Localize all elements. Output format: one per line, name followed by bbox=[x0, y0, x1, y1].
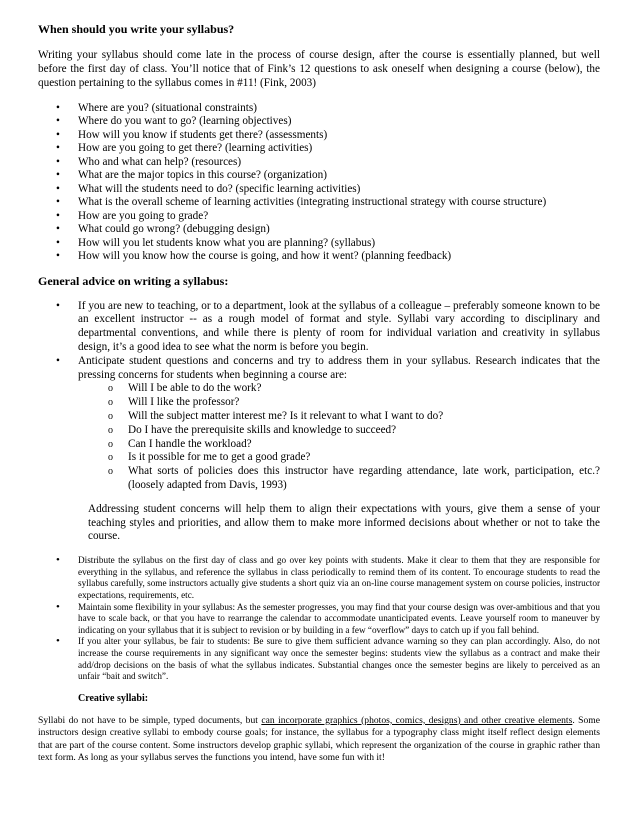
list-item: • Where do you want to go? (learning objectives) bbox=[56, 115, 600, 129]
section-heading-general-advice: General advice on writing a syllabus: bbox=[38, 273, 229, 288]
list-item: • How will you let students know what you are planning? (syllabus) bbox=[56, 237, 600, 251]
list-item: • What are the major topics in this course? (organization) bbox=[56, 169, 600, 183]
intro-paragraph: Writing your syllabus should come late in the process of course design, after the course is essentially planned, but well before the first day of class. You’ll notice that of Fink’s 12 questions to ask oneself when designing a course (below), the question pertaining to the syllabus comes in #11! (Fink, 2003) bbox=[38, 49, 600, 90]
list-item: o Will I like the professor? bbox=[108, 396, 600, 410]
syllabus-tips-list bbox=[38, 555, 600, 683]
creative-text-after: . Some instructors design creative syllabi to embody course goals; for instance, the syllabus for a typography class might itself reflect design elements that are part of the course content. Some instructors develop graphic syllabi, which represent the organization of the course in graphic rather than text form. As long as your syllabus serves the functions you intend, have some fun with it! bbox=[38, 714, 600, 763]
list-item: • Maintain some flexibility in your syllabus: As the semester progresses, you may find that your course design was over-ambitious and that you have to scale back, or that you have to rearrange the calendar to accommodate unanticipated events. Leave yourself room to maneuver by indicating on your syllabus that it is subject to revision or by building in a few “overflow” days to catch up if you fall behind. bbox=[56, 602, 600, 637]
list-item: • How will you know if students get there? (assessments) bbox=[56, 129, 600, 143]
advice-list bbox=[38, 300, 600, 493]
list-item: • How are you going to get there? (learning activities) bbox=[56, 142, 600, 156]
creative-paragraph bbox=[38, 715, 600, 765]
list-item: o Do I have the prerequisite skills and knowledge to succeed? bbox=[108, 424, 600, 438]
list-item: • What could go wrong? (debugging design) bbox=[56, 223, 600, 237]
list-item: • How are you going to grade? bbox=[56, 210, 600, 224]
list-item: • How will you know how the course is going, and how it went? (planning feedback) bbox=[56, 250, 600, 264]
section-heading-when: When should you write your syllabus? bbox=[38, 22, 235, 36]
advice-anticipate-text: Anticipate student questions and concerns and try to address them in your syllabus. Research indicates that the pressing concerns for students when beginning a course are: bbox=[78, 354, 600, 381]
section-heading-creative: Creative syllabi: bbox=[78, 692, 149, 704]
creative-elements-link[interactable]: can incorporate graphics (photos, comics, designs) and other creative elements bbox=[261, 714, 573, 726]
advice-item-colleague: • If you are new to teaching, or to a department, look at the syllabus of a colleague – preferably someone known to be an excellent instructor -- as a rough model of format and style. Syllabi vary according to disciplinary and departmental conventions, and while there is plenty of room for individual variation and creativity in syllabus design, it’s a good idea to see what the norm is before you begin. bbox=[56, 300, 600, 355]
list-item: • What is the overall scheme of learning activities (integrating instructional strategy with course structure) bbox=[56, 196, 600, 210]
list-item: • Who and what can help? (resources) bbox=[56, 156, 600, 170]
list-item: • Where are you? (situational constraints) bbox=[56, 102, 600, 116]
list-item: o Is it possible for me to get a good grade? bbox=[108, 451, 600, 465]
fink-questions-list bbox=[38, 102, 600, 264]
list-item: o Can I handle the workload? bbox=[108, 438, 600, 452]
list-item: o What sorts of policies does this instructor have regarding attendance, late work, participation, etc.? (loosely adapted from Davis, 1993) bbox=[108, 465, 600, 493]
student-concerns-list bbox=[78, 382, 600, 492]
list-item: o Will the subject matter interest me? Is it relevant to what I want to do? bbox=[108, 410, 600, 424]
list-item: • What will the students need to do? (specific learning activities) bbox=[56, 183, 600, 197]
creative-text-before: Syllabi do not have to be simple, typed documents, but bbox=[38, 714, 262, 726]
list-item: o Will I be able to do the work? bbox=[108, 382, 600, 396]
list-item: • Distribute the syllabus on the first day of class and go over key points with students. Make it clear to them that they are responsible for everything in the syllabus, and reference the syllabus in class periodically to remind them of its content. To encourage students to read the syllabus carefully, some instructors actually give students a short quiz via an on-line course management system on course policies, instructor expectations, requirements, etc. bbox=[56, 555, 600, 601]
advice-item-anticipate bbox=[56, 355, 600, 493]
list-item: • If you alter your syllabus, be fair to students: Be sure to give them sufficient advance warning so they can plan accordingly. Also, do not increase the course requirements in any significant way once the semester begins: students view the syllabus as a contract and make their add/drop decisions on the basis of what the syllabus indicates. Substantial changes once the semester begins are likely to perceived as an unfair “bait and switch”. bbox=[56, 636, 600, 682]
addressing-concerns-paragraph: Addressing student concerns will help them to align their expectations with yours, give them a sense of your teaching styles and priorities, and allow them to make more informed decisions about whether or not to take the course. bbox=[88, 502, 600, 543]
